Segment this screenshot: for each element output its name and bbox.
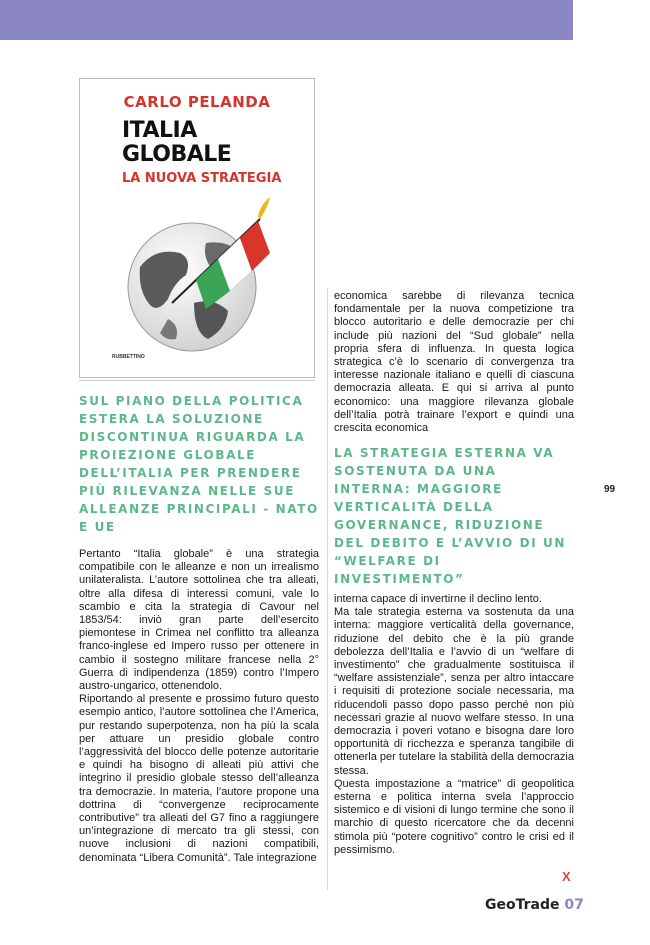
article-column-left [79,548,319,865]
paragraph: Riportando al presente e prossimo futuro questo esempio antico, l’autore sottolinea che l’America, pur restando superpotenza, non ha più la scala per attuare un presidio globale contro l’aggressività del blocco delle potenze autoritarie e quindi ha bisogno di alleati più attivi che integrino il presidio globale stesso dell’alleanza tra democrazie. In materia, l’autore propone una dottrina di “convergenze reciprocamente contributive” tra alleati del G7 fino a raggiungere un’integrazione di mercato tra gli stessi, con nuove inclusioni di nazioni compatibili, denominata “Libera Comunità”. Tale integrazione [79,693,319,864]
book-publisher: RUBBETTINO [112,354,145,360]
article-column-right-bottom [334,593,574,857]
article-column-right-top [334,290,574,435]
top-color-band [0,0,573,40]
book-subtitle: LA NUOVA STRATEGIA [122,171,282,186]
book-title-line2: GLOBALE [122,142,232,167]
book-title [122,119,231,167]
paragraph: Pertanto “Italia globale” è una strategia compatibile con le alleanze e non un irrealismo unilateralista. L’autore sottolinea che tra alleati, oltre alla difesa di interessi comuni, vale lo scambio e cita la strategia di Cavour nel 1853/54: inviò gran parte dell’esercito piemontese in Crimea nel conflitto tra alleanza franco-inglese ed Impero russo per ottenere in cambio il sostegno militare francese nella 2° Guerra di indipendenza (1859) contro l’Impero austro-ungarico, ottenendolo. [79,548,319,693]
globe-illustration [110,187,290,357]
section-heading-right: LA STRATEGIA ESTERNA VA SOSTENUTA DA UNA INTERNA: MAGGIORE VERTICALITÀ DELLA GOVERNANCE, RIDUZIONE DEL DEBITO E L’AVVIO DI UN “WELFARE DI INVESTIMENTO” [334,446,567,586]
paragraph: economica sarebbe di rilevanza tecnica fondamentale per la nuova competizione tra blocco autoritario e delle democrazie per chi include più nazioni del “Sud globale” nella propria sfera di influenza. In questa logica strategica c’è lo scenario di convergenza tra interesse nazionale italiano e quelli di ciascuna democrazia alleata. E qui si arriva al punto economico: una maggiore rilevanza globale dell’Italia potrà trainare l’export e quindi una crescita economica [334,290,574,435]
book-author: CARLO PELANDA [123,93,271,111]
issue-number: 07 [564,897,584,913]
page-number: 99 [604,484,616,495]
cover-divider [79,380,315,381]
footer-brand [485,897,584,913]
paragraph: Ma tale strategia esterna va sostenuta da una interna: maggiore verticalità della governance, riduzione del debito che è la più grande debolezza dell’Italia e l’avvio di un “welfare di investimento” che gradualmente sostituisca il “welfare assistenziale”, senza per altro intaccare i requisiti di protezione sociale necessaria, ma riducendoli passo dopo passo perché non più necessari grazie al nuovo welfare stesso. In una democrazia i poveri votano e bisogna dare loro opportunità di ricchezza e speranza tangibile di ottenerla per tutelare la stabilità della democrazia stessa. [334,606,574,777]
paragraph: Questa impostazione a “matrice” di geopolitica esterna e politica interna svela l’approccio sistemico e di visioni di lungo termine che sono il marchio di questo ricercatore che da decenni stimola più “potere cognitivo” contro le crisi ed il pessimismo. [334,777,574,856]
end-mark: X [562,869,571,884]
section-heading-left: SUL PIANO DELLA POLITICA ESTERA LA SOLUZIONE DISCONTINUA RIGUARDA LA PROIEZIONE GLOBALE DELL’ITALIA PER PRENDERE PIÙ RILEVANZA NELLE SUE ALLEANZE PRINCIPALI - NATO E UE [79,394,319,534]
book-cover [79,78,315,378]
paragraph: interna capace di invertirne il declino lento. [334,593,542,605]
book-title-line1: ITALIA [122,118,197,143]
column-divider [327,288,328,890]
magazine-name: GeoTrade [485,897,560,913]
